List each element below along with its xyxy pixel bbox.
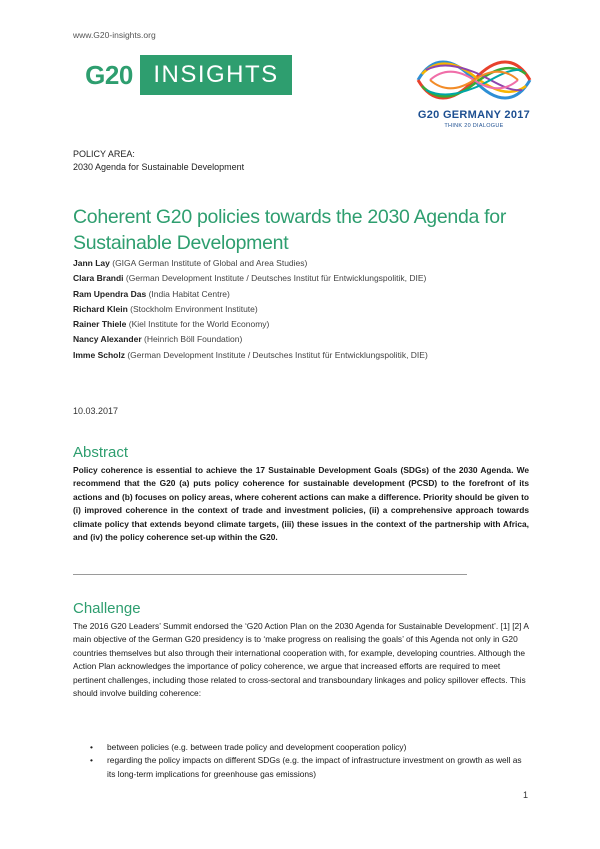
author-name: Rainer Thiele xyxy=(73,319,127,330)
author-name: Richard Klein xyxy=(73,303,128,314)
author-affiliation: (India Habitat Centre) xyxy=(148,288,230,299)
bullet-icon: • xyxy=(90,755,93,766)
document-title: Coherent G20 policies towards the 2030 Agenda for Sustainable Development xyxy=(73,206,507,254)
logo-insights-text: INSIGHTS xyxy=(140,55,292,95)
author-name: Jann Lay xyxy=(73,258,110,268)
g20-germany-knot-emblem-icon xyxy=(412,52,536,108)
author-affiliation: (German Development Institute / Deutsches Institut für Entwicklungspolitik, DIE) xyxy=(125,273,427,284)
list-item-text: between policies (e.g. between trade policy and development cooperation policy) xyxy=(107,742,407,752)
bullet-icon: • xyxy=(90,742,93,752)
author-affiliation: (Stockholm Environment Institute) xyxy=(130,303,258,314)
author-item xyxy=(73,348,428,363)
author-name: Imme Scholz xyxy=(73,349,125,360)
emblem-title: G20 GERMANY 2017 xyxy=(417,109,531,121)
logo-g20-text: G20 xyxy=(85,59,133,90)
website-url[interactable]: www.G20-insights.org xyxy=(73,30,156,40)
section-divider xyxy=(73,574,467,575)
list-item xyxy=(73,754,529,781)
author-affiliation: (Heinrich Böll Foundation) xyxy=(144,334,243,345)
publication-date: 10.03.2017 xyxy=(73,406,119,416)
author-affiliation: (GIGA German Institute of Global and Area Studies) xyxy=(112,258,308,268)
list-item xyxy=(73,741,529,754)
author-item xyxy=(73,271,428,286)
challenge-heading: Challenge xyxy=(73,600,141,617)
policy-area xyxy=(73,148,244,174)
author-item xyxy=(73,317,428,332)
challenge-bullet-list xyxy=(73,741,529,781)
author-name: Ram Upendra Das xyxy=(73,288,147,299)
page-number: 1 xyxy=(522,790,528,800)
author-item xyxy=(73,332,428,347)
policy-area-label: POLICY AREA: xyxy=(73,149,135,159)
author-name: Nancy Alexander xyxy=(73,334,142,345)
author-item xyxy=(73,287,428,302)
author-affiliation: (German Development Institute / Deutsches Institut für Entwicklungspolitik, DIE) xyxy=(127,349,428,360)
emblem-subtitle: THINK 20 DIALOGUE xyxy=(444,123,504,129)
author-item xyxy=(73,256,428,271)
list-item-text: regarding the policy impacts on different SDGs (e.g. the impact of infrastructure investment on growth as well as its long-term implications for greenhouse gas emissions) xyxy=(107,755,522,779)
author-affiliation: (Kiel Institute for the World Economy) xyxy=(128,319,270,330)
abstract-heading: Abstract xyxy=(73,444,129,461)
author-list xyxy=(73,256,428,363)
abstract-body: Policy coherence is essential to achieve the 17 Sustainable Development Goals (SDGs) of the 2030 Agenda. We recommend that the G20 (a) puts policy coherence for sustainable development (PCSD) to the forefront of its actions and (b) focuses on policy areas, where coherent actions can make a difference. Priority should be given to (i) improved coherence in the context of trade and investment policies, (ii) a comprehensive approach towards climate policy that extends beyond climate targets, (iii) these issues in the context of the partnership with Africa, and (iv) the policy coherence set-up within the G20. xyxy=(73,465,529,543)
author-item xyxy=(73,302,428,317)
challenge-body: The 2016 G20 Leaders’ Summit endorsed the ‘G20 Action Plan on the 2030 Agenda for Sustainable Development’. [1] [2] A main objective of the German G20 presidency is to ‘make progress on realising the goals’ of this Agenda not only in G20 countries themselves but also through their international cooperation with, for example, developing countries. Although the Action Plan acknowledges the importance of policy coherence, we argue that increased efforts are required to meet pertinent challenges, including those related to cross-sectoral and transboundary linkages and policy spillover effects. This should involve building coherence: xyxy=(73,621,529,699)
author-name: Clara Brandi xyxy=(73,273,124,284)
policy-area-value: 2030 Agenda for Sustainable Development xyxy=(73,162,245,172)
g20-insights-logo xyxy=(78,55,292,95)
